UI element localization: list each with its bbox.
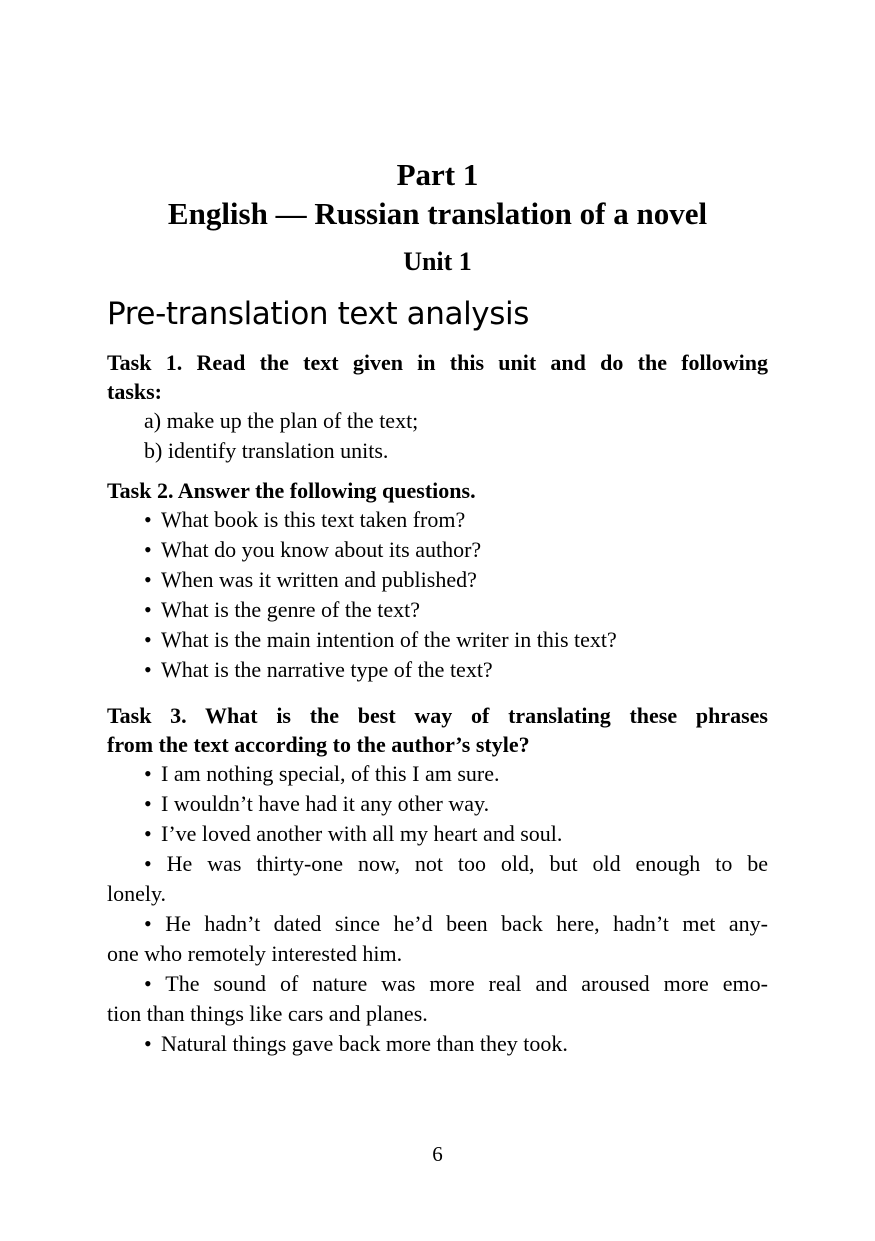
phrase-text: Natural things gave back more than they took. bbox=[161, 1031, 568, 1056]
bullet-icon: • bbox=[144, 1031, 152, 1056]
phrase-line-1: • He was thirty-one now, not too old, but old enough to be bbox=[144, 851, 768, 876]
question-text: What is the main intention of the writer in this text? bbox=[161, 627, 617, 652]
bullet-icon: • bbox=[144, 791, 152, 816]
bullet-icon: • bbox=[144, 761, 152, 786]
task-2-question bbox=[107, 625, 768, 655]
task-2-question bbox=[107, 655, 768, 685]
task-2-title: Task 2. Answer the following questions. bbox=[107, 478, 476, 503]
task-1 bbox=[107, 348, 768, 466]
task-2 bbox=[107, 476, 768, 685]
task-3-phrase-wrapped bbox=[107, 909, 768, 969]
phrase-text: I’ve loved another with all my heart and soul. bbox=[161, 821, 563, 846]
bullet-icon: • bbox=[144, 821, 152, 846]
bullet-icon: • bbox=[144, 507, 152, 532]
task-3 bbox=[107, 701, 768, 1059]
task-3-phrase-wrapped bbox=[107, 849, 768, 909]
task-2-question bbox=[107, 595, 768, 625]
phrase-line-2: lonely. bbox=[107, 881, 167, 906]
task-1-title-line-2: tasks: bbox=[107, 379, 163, 404]
bullet-icon: • bbox=[144, 627, 152, 652]
question-text: What is the genre of the text? bbox=[161, 597, 421, 622]
phrase-line-2: one who remotely interested him. bbox=[107, 941, 403, 966]
task-3-title-line-2: from the text according to the author’s style? bbox=[107, 732, 530, 757]
task-3-phrase bbox=[107, 789, 768, 819]
question-text: What is the narrative type of the text? bbox=[161, 657, 493, 682]
phrase-line-1: • He hadn’t dated since he’d been back here, hadn’t met any- bbox=[144, 911, 768, 936]
task-2-question bbox=[107, 565, 768, 595]
part-title: Part 1 bbox=[396, 157, 479, 192]
phrase-line-1: • The sound of nature was more real and aroused more emo- bbox=[144, 971, 768, 996]
task-3-title-line-1: Task 3. What is the best way of translating these phrases bbox=[107, 703, 768, 728]
question-text: What do you know about its author? bbox=[161, 537, 482, 562]
section-heading: Pre-translation text analysis bbox=[107, 296, 529, 332]
chapter-title: English — Russian translation of a novel bbox=[167, 196, 708, 231]
phrase-text: I am nothing special, of this I am sure. bbox=[161, 761, 500, 786]
question-text: What book is this text taken from? bbox=[161, 507, 466, 532]
task-3-phrase bbox=[107, 1029, 768, 1059]
task-2-question bbox=[107, 505, 768, 535]
phrase-line-2: tion than things like cars and planes. bbox=[107, 1001, 428, 1026]
task-3-phrase-wrapped bbox=[107, 969, 768, 1029]
task-3-phrase bbox=[107, 819, 768, 849]
unit-title: Unit 1 bbox=[403, 247, 472, 276]
task-3-phrase bbox=[107, 759, 768, 789]
task-1-title-line-1: Task 1. Read the text given in this unit and do the following bbox=[107, 350, 768, 375]
phrase-text: I wouldn’t have had it any other way. bbox=[161, 791, 490, 816]
task-1-item-b: b) identify translation units. bbox=[144, 438, 389, 463]
task-1-item-a: a) make up the plan of the text; bbox=[144, 408, 419, 433]
bullet-icon: • bbox=[144, 567, 152, 592]
bullet-icon: • bbox=[144, 597, 152, 622]
question-text: When was it written and published? bbox=[161, 567, 477, 592]
page-number: 6 bbox=[432, 1142, 443, 1166]
bullet-icon: • bbox=[144, 657, 152, 682]
task-2-question bbox=[107, 535, 768, 565]
bullet-icon: • bbox=[144, 537, 152, 562]
task-3-title bbox=[107, 701, 768, 759]
task-1-title bbox=[107, 348, 768, 406]
